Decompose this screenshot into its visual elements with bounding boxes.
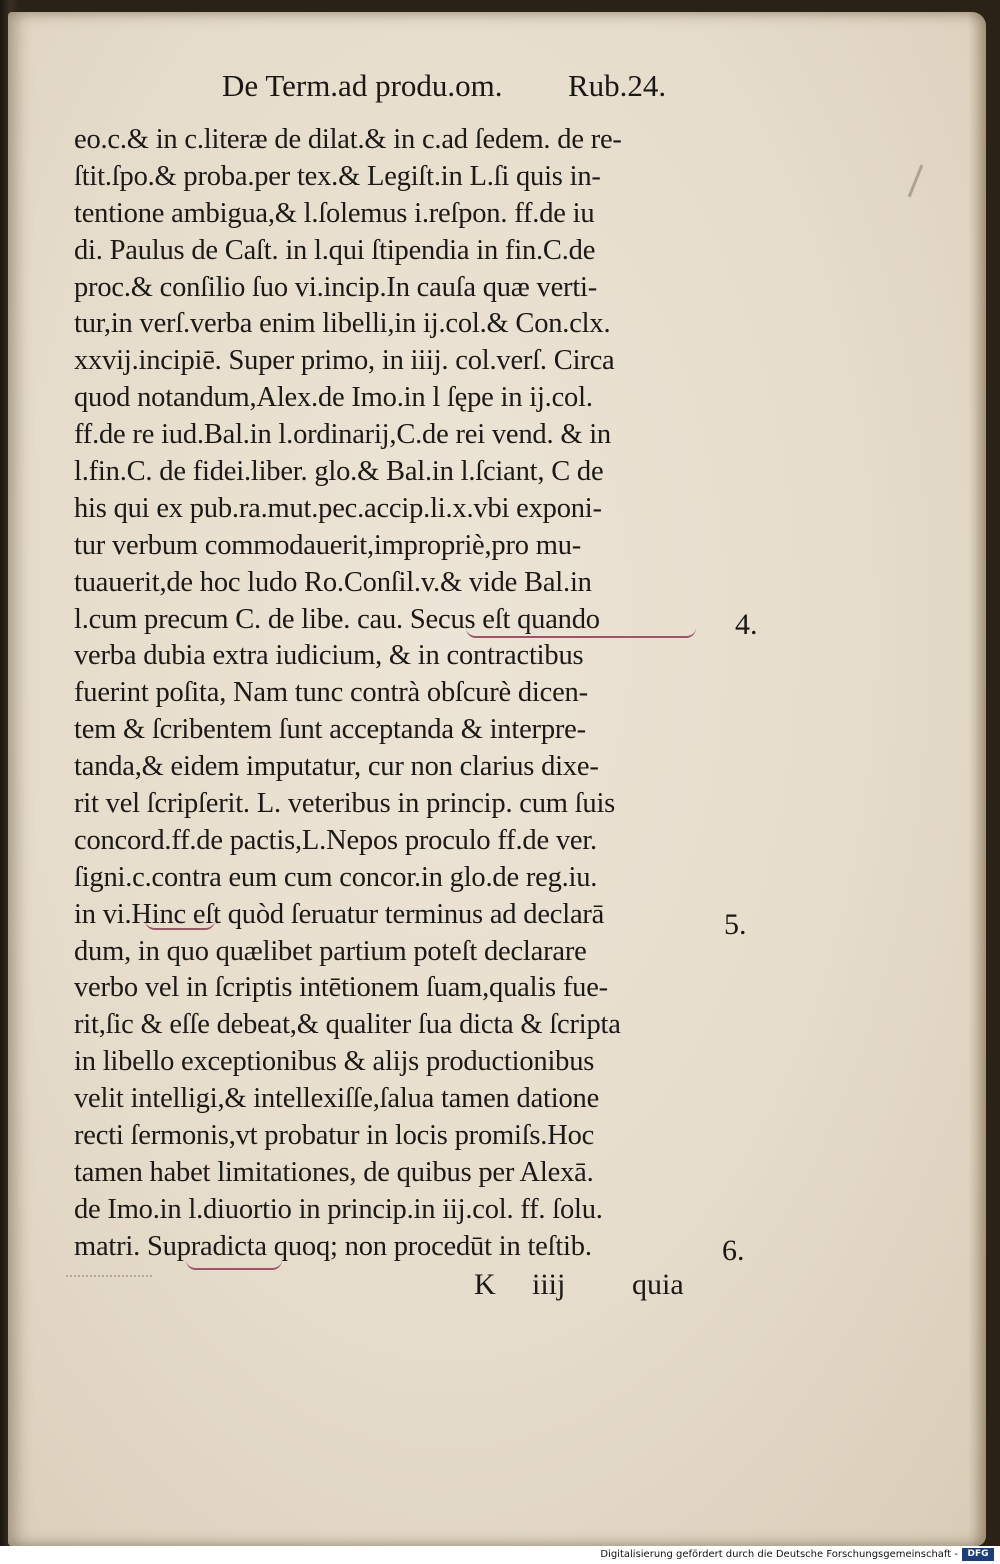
margin-number: 6. [722, 1234, 745, 1267]
text-line: fuerint poſita, Nam tunc contrà obſcurè dicen- [74, 677, 588, 709]
dfg-logo-icon: DFG [962, 1548, 994, 1561]
text-line: tur,in verſ.verba enim libelli,in ij.col.& Con.clx. [74, 308, 611, 340]
ink-underline [466, 628, 696, 638]
text-line: tentione ambigua,& l.ſolemus i.reſpon. ff.de iu [74, 197, 595, 229]
text-line: ſigni.c.contra eum cum concor.in glo.de reg.iu. [74, 861, 598, 893]
text-line: dum, in quo quælibet partium poteſt declarare [74, 935, 587, 967]
text-line: xxvij.incipiē. Super primo, in iiij. col.verſ. Circa [74, 345, 615, 377]
faded-mark [66, 1275, 152, 1291]
text-line: eo.c.& in c.literæ de dilat.& in c.ad ſedem. de re- [74, 124, 622, 155]
text-line: tem & ſcribentem ſunt acceptanda & interpre- [74, 714, 586, 746]
text-line: ff.de re iud.Bal.in l.ordinarij,C.de rei vend. & in [74, 419, 611, 451]
text-line: proc.& conſilio ſuo vi.incip.In cauſa quæ verti- [74, 271, 598, 303]
signature-number: iiij [532, 1268, 566, 1301]
text-line: rit,ſic & eſſe debeat,& qualiter ſua dicta & ſcripta [74, 1009, 621, 1041]
text-line: concord.ff.de pactis,L.Nepos proculo ff.de ver. [74, 824, 597, 856]
margin-number: 5. [724, 908, 747, 941]
text-line: di. Paulus de Caſt. in l.qui ſtipendia in fin.C.de [74, 234, 596, 266]
running-header [222, 68, 702, 114]
text-line: in libello exceptionibus & alijs productionibus [74, 1046, 595, 1078]
text-line: matri. Supradicta quoq; non procedūt in teſtib. [74, 1230, 592, 1262]
text-line: verba dubia extra iudicium, & in contractibus [74, 640, 584, 672]
text-line: tamen habet limitationes, de quibus per Alexā. [74, 1156, 594, 1188]
text-line: quod notandum,Alex.de Imo.in l ſępe in ij.col. [74, 382, 593, 414]
header-rubric: Rub.24. [568, 68, 667, 103]
ink-underline [145, 920, 215, 930]
text-line: ſtit.ſpo.& proba.per tex.& Legiſt.in L.ſi quis in- [74, 160, 601, 192]
credit-text: Digitalisierung gefördert durch die Deutsche Forschungsgemeinschaft - [600, 1549, 958, 1560]
text-line: de Imo.in l.diuortio in princip.in iij.col. ff. ſolu. [74, 1193, 603, 1225]
text-line: verbo vel in ſcriptis intētionem ſuam,qualis fue- [74, 972, 608, 1004]
text-line: l.cum precum C. de libe. cau. Secus eſt quando [74, 603, 600, 635]
pencil-mark [908, 165, 924, 198]
text-line: l.fin.C. de fidei.liber. glo.& Bal.in l.ſciant, C de [74, 456, 604, 488]
text-line: tuauerit,de hoc ludo Ro.Conſil.v.& vide Bal.in [74, 566, 592, 598]
body-text [74, 122, 714, 1266]
header-title: De Term.ad produ.om. [222, 68, 503, 103]
margin-number: 4. [735, 608, 758, 641]
text-line: tur verbum commodauerit,impropriè,pro mu- [74, 529, 582, 561]
text-line: his qui ex pub.ra.mut.pec.accip.li.x.vbi exponi- [74, 492, 602, 524]
signature-mark: K [474, 1268, 496, 1301]
text-line: recti ſermonis,vt probatur in locis promiſs.Hoc [74, 1120, 595, 1152]
text-line: rit vel ſcripſerit. L. veteribus in princip. cum ſuis [74, 788, 616, 820]
catchword: quia [632, 1268, 684, 1301]
text-line: tanda,& eidem imputatur, cur non clarius dixe- [74, 751, 599, 783]
text-line: in vi.Hinc eſt quòd ſeruatur terminus ad declarā [74, 898, 605, 930]
text-line: velit intelligi,& intellexiſſe,ſalua tamen datione [74, 1083, 600, 1115]
ink-underline [186, 1260, 282, 1270]
